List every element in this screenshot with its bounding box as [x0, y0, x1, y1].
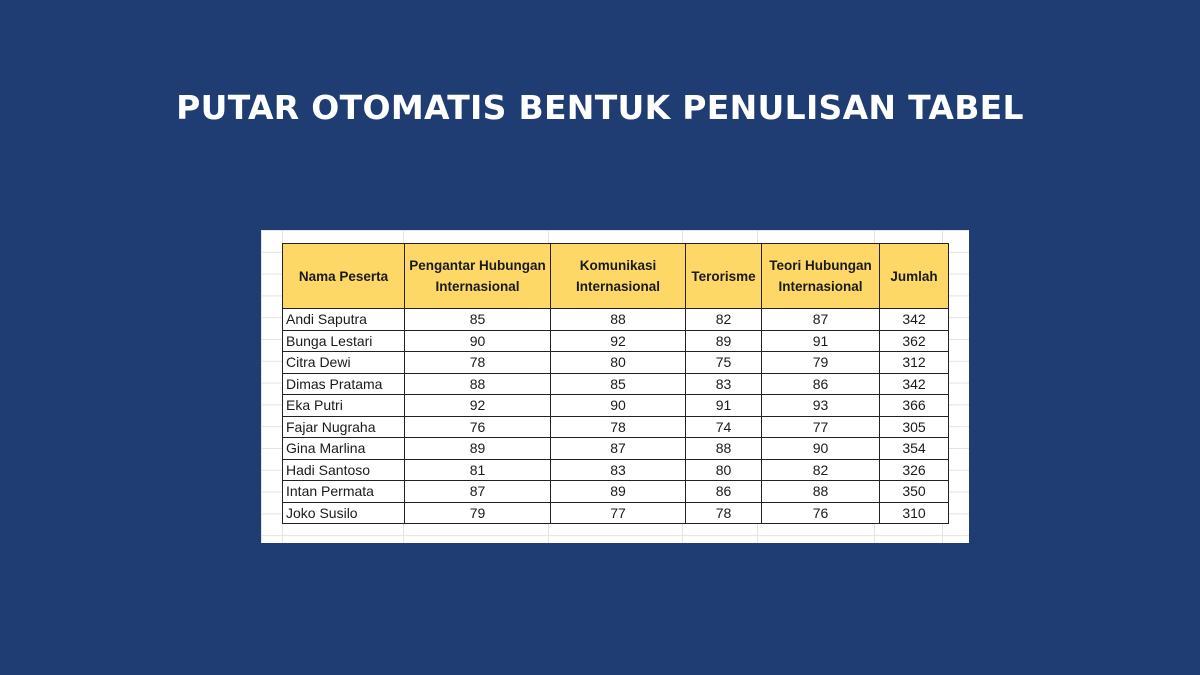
score-cell: 90 [762, 438, 880, 460]
participant-name-cell: Fajar Nugraha [283, 416, 405, 438]
score-cell: 77 [551, 502, 686, 524]
spreadsheet-image [261, 230, 969, 543]
score-cell: 79 [762, 352, 880, 374]
score-cell: 362 [880, 330, 949, 352]
score-cell: 81 [405, 459, 551, 481]
participant-name-cell: Gina Marlina [283, 438, 405, 460]
score-cell: 82 [762, 459, 880, 481]
score-cell: 350 [880, 481, 949, 503]
score-cell: 83 [686, 373, 762, 395]
score-cell: 85 [551, 373, 686, 395]
score-cell: 85 [405, 309, 551, 331]
score-cell: 92 [405, 395, 551, 417]
score-cell: 366 [880, 395, 949, 417]
score-cell: 76 [405, 416, 551, 438]
participant-name-cell: Dimas Pratama [283, 373, 405, 395]
participant-name-cell: Joko Susilo [283, 502, 405, 524]
score-cell: 89 [405, 438, 551, 460]
page-title: PUTAR OTOMATIS BENTUK PENULISAN TABEL [176, 88, 1024, 127]
score-cell: 312 [880, 352, 949, 374]
score-cell: 79 [405, 502, 551, 524]
score-cell: 87 [762, 309, 880, 331]
participant-name-cell: Intan Permata [283, 481, 405, 503]
score-cell: 78 [686, 502, 762, 524]
table-body [283, 309, 949, 524]
score-cell: 87 [405, 481, 551, 503]
header-cell: Komunikasi Internasional [551, 244, 686, 309]
participant-name-cell: Bunga Lestari [283, 330, 405, 352]
table-row [283, 330, 949, 352]
participant-name-cell: Hadi Santoso [283, 459, 405, 481]
table-row [283, 481, 949, 503]
score-table [282, 243, 949, 524]
header-cell: Teori Hubungan Internasional [762, 244, 880, 309]
score-cell: 80 [551, 352, 686, 374]
score-cell: 88 [762, 481, 880, 503]
score-cell: 91 [762, 330, 880, 352]
header-cell: Nama Peserta [283, 244, 405, 309]
score-cell: 326 [880, 459, 949, 481]
score-cell: 92 [551, 330, 686, 352]
participant-name-cell: Andi Saputra [283, 309, 405, 331]
score-cell: 83 [551, 459, 686, 481]
score-cell: 342 [880, 309, 949, 331]
table-row [283, 395, 949, 417]
score-cell: 342 [880, 373, 949, 395]
score-cell: 82 [686, 309, 762, 331]
table-row [283, 373, 949, 395]
score-cell: 89 [551, 481, 686, 503]
header-row [283, 244, 949, 309]
header-cell: Terorisme [686, 244, 762, 309]
score-cell: 90 [551, 395, 686, 417]
score-cell: 91 [686, 395, 762, 417]
score-cell: 76 [762, 502, 880, 524]
score-cell: 78 [551, 416, 686, 438]
participant-name-cell: Eka Putri [283, 395, 405, 417]
header-cell: Pengantar Hubungan Internasional [405, 244, 551, 309]
score-cell: 305 [880, 416, 949, 438]
score-cell: 77 [762, 416, 880, 438]
participant-name-cell: Citra Dewi [283, 352, 405, 374]
header-cell: Jumlah [880, 244, 949, 309]
score-cell: 88 [686, 438, 762, 460]
table-row [283, 352, 949, 374]
score-cell: 310 [880, 502, 949, 524]
score-cell: 78 [405, 352, 551, 374]
score-cell: 93 [762, 395, 880, 417]
score-cell: 86 [686, 481, 762, 503]
score-cell: 74 [686, 416, 762, 438]
score-cell: 354 [880, 438, 949, 460]
score-cell: 89 [686, 330, 762, 352]
score-cell: 80 [686, 459, 762, 481]
score-cell: 75 [686, 352, 762, 374]
table-row [283, 416, 949, 438]
table-row [283, 438, 949, 460]
table-row [283, 459, 949, 481]
table-row [283, 309, 949, 331]
table-row [283, 502, 949, 524]
score-cell: 88 [551, 309, 686, 331]
score-cell: 87 [551, 438, 686, 460]
score-cell: 86 [762, 373, 880, 395]
score-cell: 90 [405, 330, 551, 352]
score-cell: 88 [405, 373, 551, 395]
